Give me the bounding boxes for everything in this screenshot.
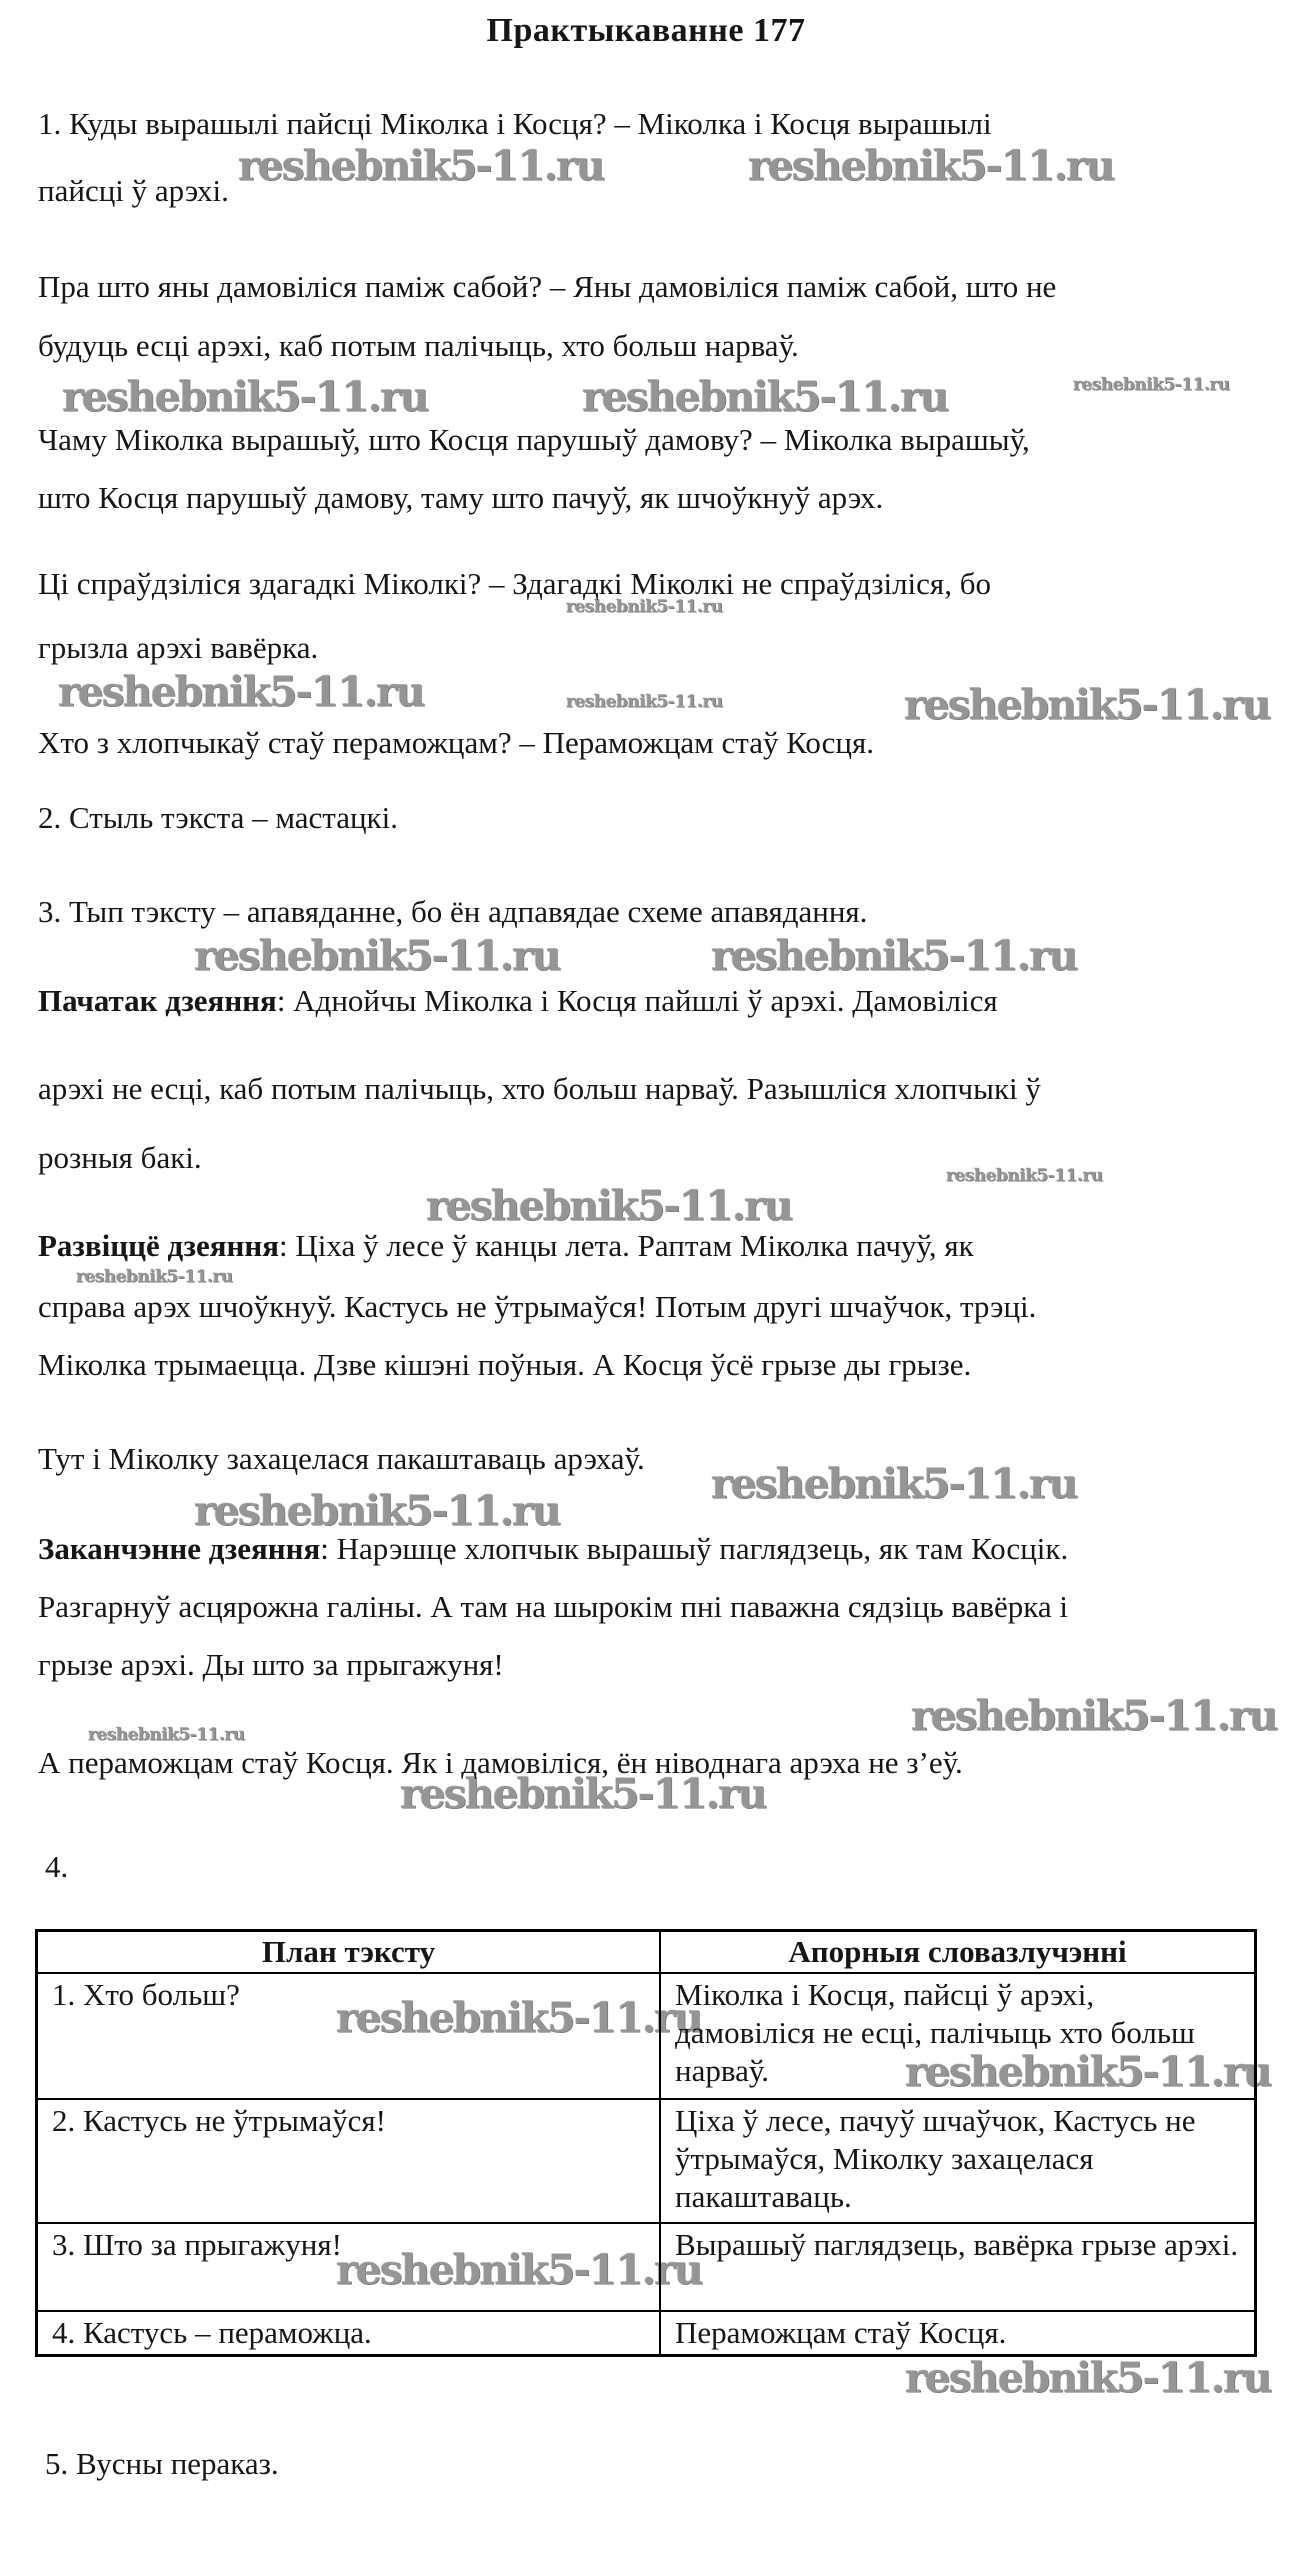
table-row (37, 2223, 1256, 2311)
paragraph-line: пайсці ў арэхі. (38, 173, 229, 208)
table-row (37, 2099, 1256, 2223)
watermark: reshebnik5-11.ru (711, 932, 1077, 980)
table-cell-phrases: Вырашыў паглядзець, вавёрка грызе арэхі. (660, 2223, 1256, 2311)
watermark: reshebnik5-11.ru (711, 1460, 1077, 1508)
table-cell-phrases: Пераможцам стаў Косця. (660, 2311, 1256, 2356)
table-cell-plan: 2. Кастусь не ўтрымаўся! (37, 2099, 661, 2223)
watermark: reshebnik5-11.ru (238, 142, 604, 190)
table-header-row (37, 1931, 1256, 1974)
paragraph-line: розныя бакі. (38, 1140, 202, 1175)
page-title: Практыкаванне 177 (486, 12, 806, 49)
table-cell-phrases: Ціха ў лесе, пачуў шчаўчок, Кастусь не ўтрымаўся, Міколку захацелася пакаштаваць. (660, 2099, 1256, 2223)
paragraph-line: 3. Тып тэксту – апавяданне, бо ён адпавядае схеме апавядання. (38, 894, 868, 929)
table-header-plan: План тэксту (37, 1931, 661, 1974)
watermark: reshebnik5-11.ru (194, 932, 560, 980)
paragraph-line: справа арэх шчоўкнуў. Кастусь не ўтрымаўся! Потым другі шчаўчок, трэці. (38, 1289, 1037, 1324)
paragraph-line: Хто з хлопчыкаў стаў пераможцам? – Пераможцам стаў Косця. (38, 725, 874, 760)
paragraph-line: Развіццё дзеяння: Ціха ў лесе ў канцы лета. Раптам Міколка пачуў, як (38, 1228, 974, 1263)
watermark: reshebnik5-11.ru (1073, 375, 1230, 395)
watermark: reshebnik5-11.ru (905, 2354, 1271, 2402)
watermark: reshebnik5-11.ru (194, 1487, 560, 1535)
paragraph-line: А пераможцам стаў Косця. Як і дамовіліся, ён ніводнага арэха не з’еў. (38, 1745, 963, 1780)
watermark: reshebnik5-11.ru (905, 2048, 1271, 2096)
watermark: reshebnik5-11.ru (58, 668, 424, 716)
watermark: reshebnik5-11.ru (582, 373, 948, 421)
table-cell-plan: 1. Хто больш? (37, 1973, 661, 2099)
table-header-phrases: Апорныя словазлучэнні (660, 1931, 1256, 1974)
watermark: reshebnik5-11.ru (904, 681, 1270, 729)
paragraph-line: Міколка трымаецца. Дзве кішэні поўныя. А Косця ўсё грызе ды грызе. (38, 1347, 972, 1382)
run-in-heading: Пачатак дзеяння (38, 983, 277, 1018)
watermark: reshebnik5-11.ru (336, 1994, 702, 2042)
run-in-heading: Развіццё дзеяння (38, 1228, 280, 1263)
paragraph-line: Заканчэнне дзеяння: Нарэшце хлопчык вырашыў паглядзець, як там Косцік. (38, 1531, 1069, 1566)
paragraph-line: будуць есці арэхі, каб потым палічыць, хто больш нарваў. (38, 328, 799, 363)
paragraph-line: грызла арэхі вавёрка. (38, 630, 319, 665)
paragraph-line: Пачатак дзеяння: Аднойчы Міколка і Косця пайшлі ў арэхі. Дамовіліся (38, 983, 998, 1018)
watermark: reshebnik5-11.ru (748, 142, 1114, 190)
watermark: reshebnik5-11.ru (76, 1267, 233, 1287)
watermark: reshebnik5-11.ru (400, 1770, 766, 1818)
paragraph-line: Чаму Міколка вырашыў, што Косця парушыў дамову? – Міколка вырашыў, (38, 422, 1030, 457)
paragraph-line: Тут і Міколку захацелася пакаштаваць арэхаў. (38, 1441, 645, 1476)
paragraph-line: Разгарнуў асцярожна галіны. А там на шырокім пні паважна сядзіць вавёрка і (38, 1589, 1068, 1624)
run-in-heading: Заканчэнне дзеяння (38, 1531, 321, 1566)
paragraph-line: 2. Стыль тэкста – мастацкі. (38, 800, 398, 835)
watermark: reshebnik5-11.ru (62, 373, 428, 421)
table-cell-plan: 3. Што за прыгажуня! (37, 2223, 661, 2311)
paragraph-line: грызе арэхі. Ды што за прыгажуня! (38, 1647, 504, 1682)
table-row (37, 2311, 1256, 2356)
watermark: reshebnik5-11.ru (88, 1725, 245, 1745)
table-row (37, 1973, 1256, 2099)
paragraph-line: арэхі не есці, каб потым палічыць, хто больш нарваў. Разышліся хлопчыкі ў (38, 1071, 1041, 1106)
watermark: reshebnik5-11.ru (566, 597, 723, 617)
watermark: reshebnik5-11.ru (336, 2246, 702, 2294)
paragraph-line: Пра што яны дамовіліся паміж сабой? – Яны дамовіліся паміж сабой, што не (38, 269, 1057, 304)
paragraph-line: 1. Куды вырашылі пайсці Міколка і Косця? – Міколка і Косця вырашылі (38, 106, 992, 141)
paragraph-line: Ці спраўдзіліся здагадкі Міколкі? – Здагадкі Міколкі не спраўдзіліся, бо (38, 566, 991, 601)
table-cell-plan: 4. Кастусь – пераможца. (37, 2311, 661, 2356)
plan-table (35, 1929, 1257, 2357)
watermark: reshebnik5-11.ru (946, 1166, 1103, 1186)
table-cell-phrases: Міколка і Косця, пайсці ў арэхі, дамовіліся не есці, палічыць хто больш нарваў. (660, 1973, 1256, 2099)
watermark: reshebnik5-11.ru (426, 1182, 792, 1230)
item-number: 4. (45, 1849, 69, 1884)
watermark: reshebnik5-11.ru (566, 692, 723, 712)
paragraph-line: 5. Вусны пераказ. (45, 2446, 279, 2481)
watermark: reshebnik5-11.ru (911, 1692, 1277, 1740)
paragraph-line: што Косця парушыў дамову, таму што пачуў, як шчоўкнуў арэх. (38, 480, 884, 515)
